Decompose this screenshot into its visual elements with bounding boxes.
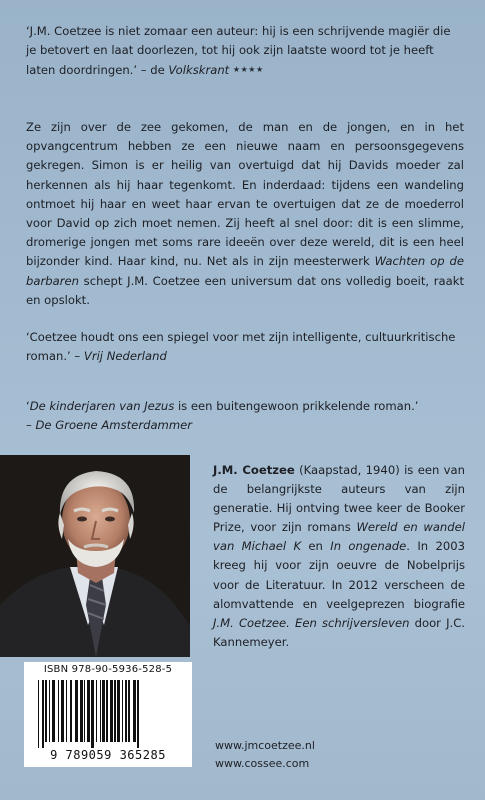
barcode-bar xyxy=(52,680,55,742)
author-bio xyxy=(213,461,465,652)
quote-book-title: De kinderjaren van Jezus xyxy=(29,399,175,413)
author-website[interactable]: www.jmcoetzee.nl xyxy=(215,739,315,752)
website-links xyxy=(215,737,315,773)
barcode-bar xyxy=(110,680,113,742)
barcode-bar xyxy=(100,680,101,742)
quote-source: Vrij Nederland xyxy=(83,349,167,364)
isbn-barcode xyxy=(24,662,192,767)
quote-source: De Groene Amsterdammer xyxy=(35,418,193,433)
barcode-bar xyxy=(96,680,97,742)
quote-text: ‘Coetzee houdt ons een spiegel voor met zijn intelligente, cultuurkritische roman.’ – xyxy=(26,330,456,364)
barcode-bar xyxy=(106,680,108,742)
isbn-number: ISBN 978-90-5936-528-5 xyxy=(43,664,173,675)
barcode-bar xyxy=(91,680,94,748)
barcode-bar xyxy=(45,680,47,742)
quote-source-prefix: – xyxy=(26,418,36,433)
bio-book3: J.M. Coetzee. Een schrijversleven xyxy=(213,615,410,630)
barcode-bar xyxy=(87,680,90,742)
book-summary xyxy=(26,118,464,310)
barcode-bar xyxy=(75,680,78,742)
barcode-bar xyxy=(102,680,105,742)
barcode-bar xyxy=(125,680,127,742)
rating-stars: ★★★★ xyxy=(232,65,264,75)
bio-book2: In ongenade xyxy=(330,539,407,554)
quote-source-prefix: – de xyxy=(140,63,169,78)
quote-text: is een buitengewoon prikkelende roman.’ xyxy=(174,399,419,413)
bio-part1: (Kaapstad, 1940) is een van de belangrijkste auteurs van zijn generatie. Hij ontving twee keer de Booker Prize, voor zijn romans xyxy=(213,463,465,535)
barcode-bar xyxy=(133,680,136,742)
barcode-bar xyxy=(128,680,130,742)
bio-part2: en xyxy=(301,539,331,554)
barcode-bar xyxy=(122,680,123,742)
barcode-bar xyxy=(70,680,72,742)
bio-part4: door J.C. Kannemeyer. xyxy=(213,615,465,649)
author-portrait-illustration xyxy=(0,455,190,657)
barcode-bar xyxy=(80,680,83,742)
review-quote-volkskrant xyxy=(26,22,464,81)
summary-part2: schept J.M. Coetzee een universum dat ons volledig boeit, raakt en opslokt. xyxy=(26,273,464,307)
barcode-bars xyxy=(36,680,180,748)
barcode-bar xyxy=(84,680,85,742)
barcode-bar xyxy=(117,680,120,742)
review-quote-vrij-nederland xyxy=(26,328,464,366)
quote-source: Volkskrant xyxy=(168,63,230,78)
barcode-bar xyxy=(42,680,44,748)
review-quote-groene xyxy=(26,397,464,435)
barcode-digits: 9 789059 365285 xyxy=(50,748,166,762)
barcode-bar xyxy=(49,680,50,742)
barcode-bar xyxy=(137,680,139,748)
barcode-bar xyxy=(61,680,64,742)
author-name: J.M. Coetzee xyxy=(213,463,295,477)
quote-open-mark: ‘ xyxy=(26,399,30,413)
barcode-bar xyxy=(114,680,116,742)
author-photo xyxy=(0,455,190,657)
bio-book1: Wereld en wandel van Michael K xyxy=(213,520,465,554)
bio-part3: . In 2003 kreeg hij voor zijn oeuvre de Nobelprijs voor de Literatuur. In 2012 verscheen de alomvattende en veelgeprezen biografie xyxy=(213,539,465,611)
summary-part1: Ze zijn over de zee gekomen, de man en de jongen, en in het opvangcentrum hebben ze een nieuwe naam en persoonsgegevens gekregen. Simon is er heilig van overtuigd dat hij Davids moeder zal herkennen als hij haar tegenkomt. En inderdaad: tijdens een wandeling ontmoet hij haar en weet haar ervan te overtuigen dat ze de moederrol voor David op zich moet nemen. Zij heeft al snel door: dit is een slimme, dromerige jongen met soms rare ideeën over deze wereld, dit is een heel bijzonder kind. Haar kind, nu. Net als in zijn meesterwerk xyxy=(26,120,464,269)
barcode-bar xyxy=(58,680,59,742)
summary-book-title: Wachten op de barbaren xyxy=(26,254,464,288)
publisher-website[interactable]: www.cossee.com xyxy=(215,757,310,770)
barcode-bar xyxy=(66,680,67,742)
quote-text: ‘J.M. Coetzee is niet zomaar een auteur: hij is een schrijvende magiër die je betovert en laat doorlezen, tot hij ook zijn laatste woord tot je heeft laten doordringen.’ xyxy=(26,24,451,78)
barcode-bar xyxy=(38,680,39,748)
